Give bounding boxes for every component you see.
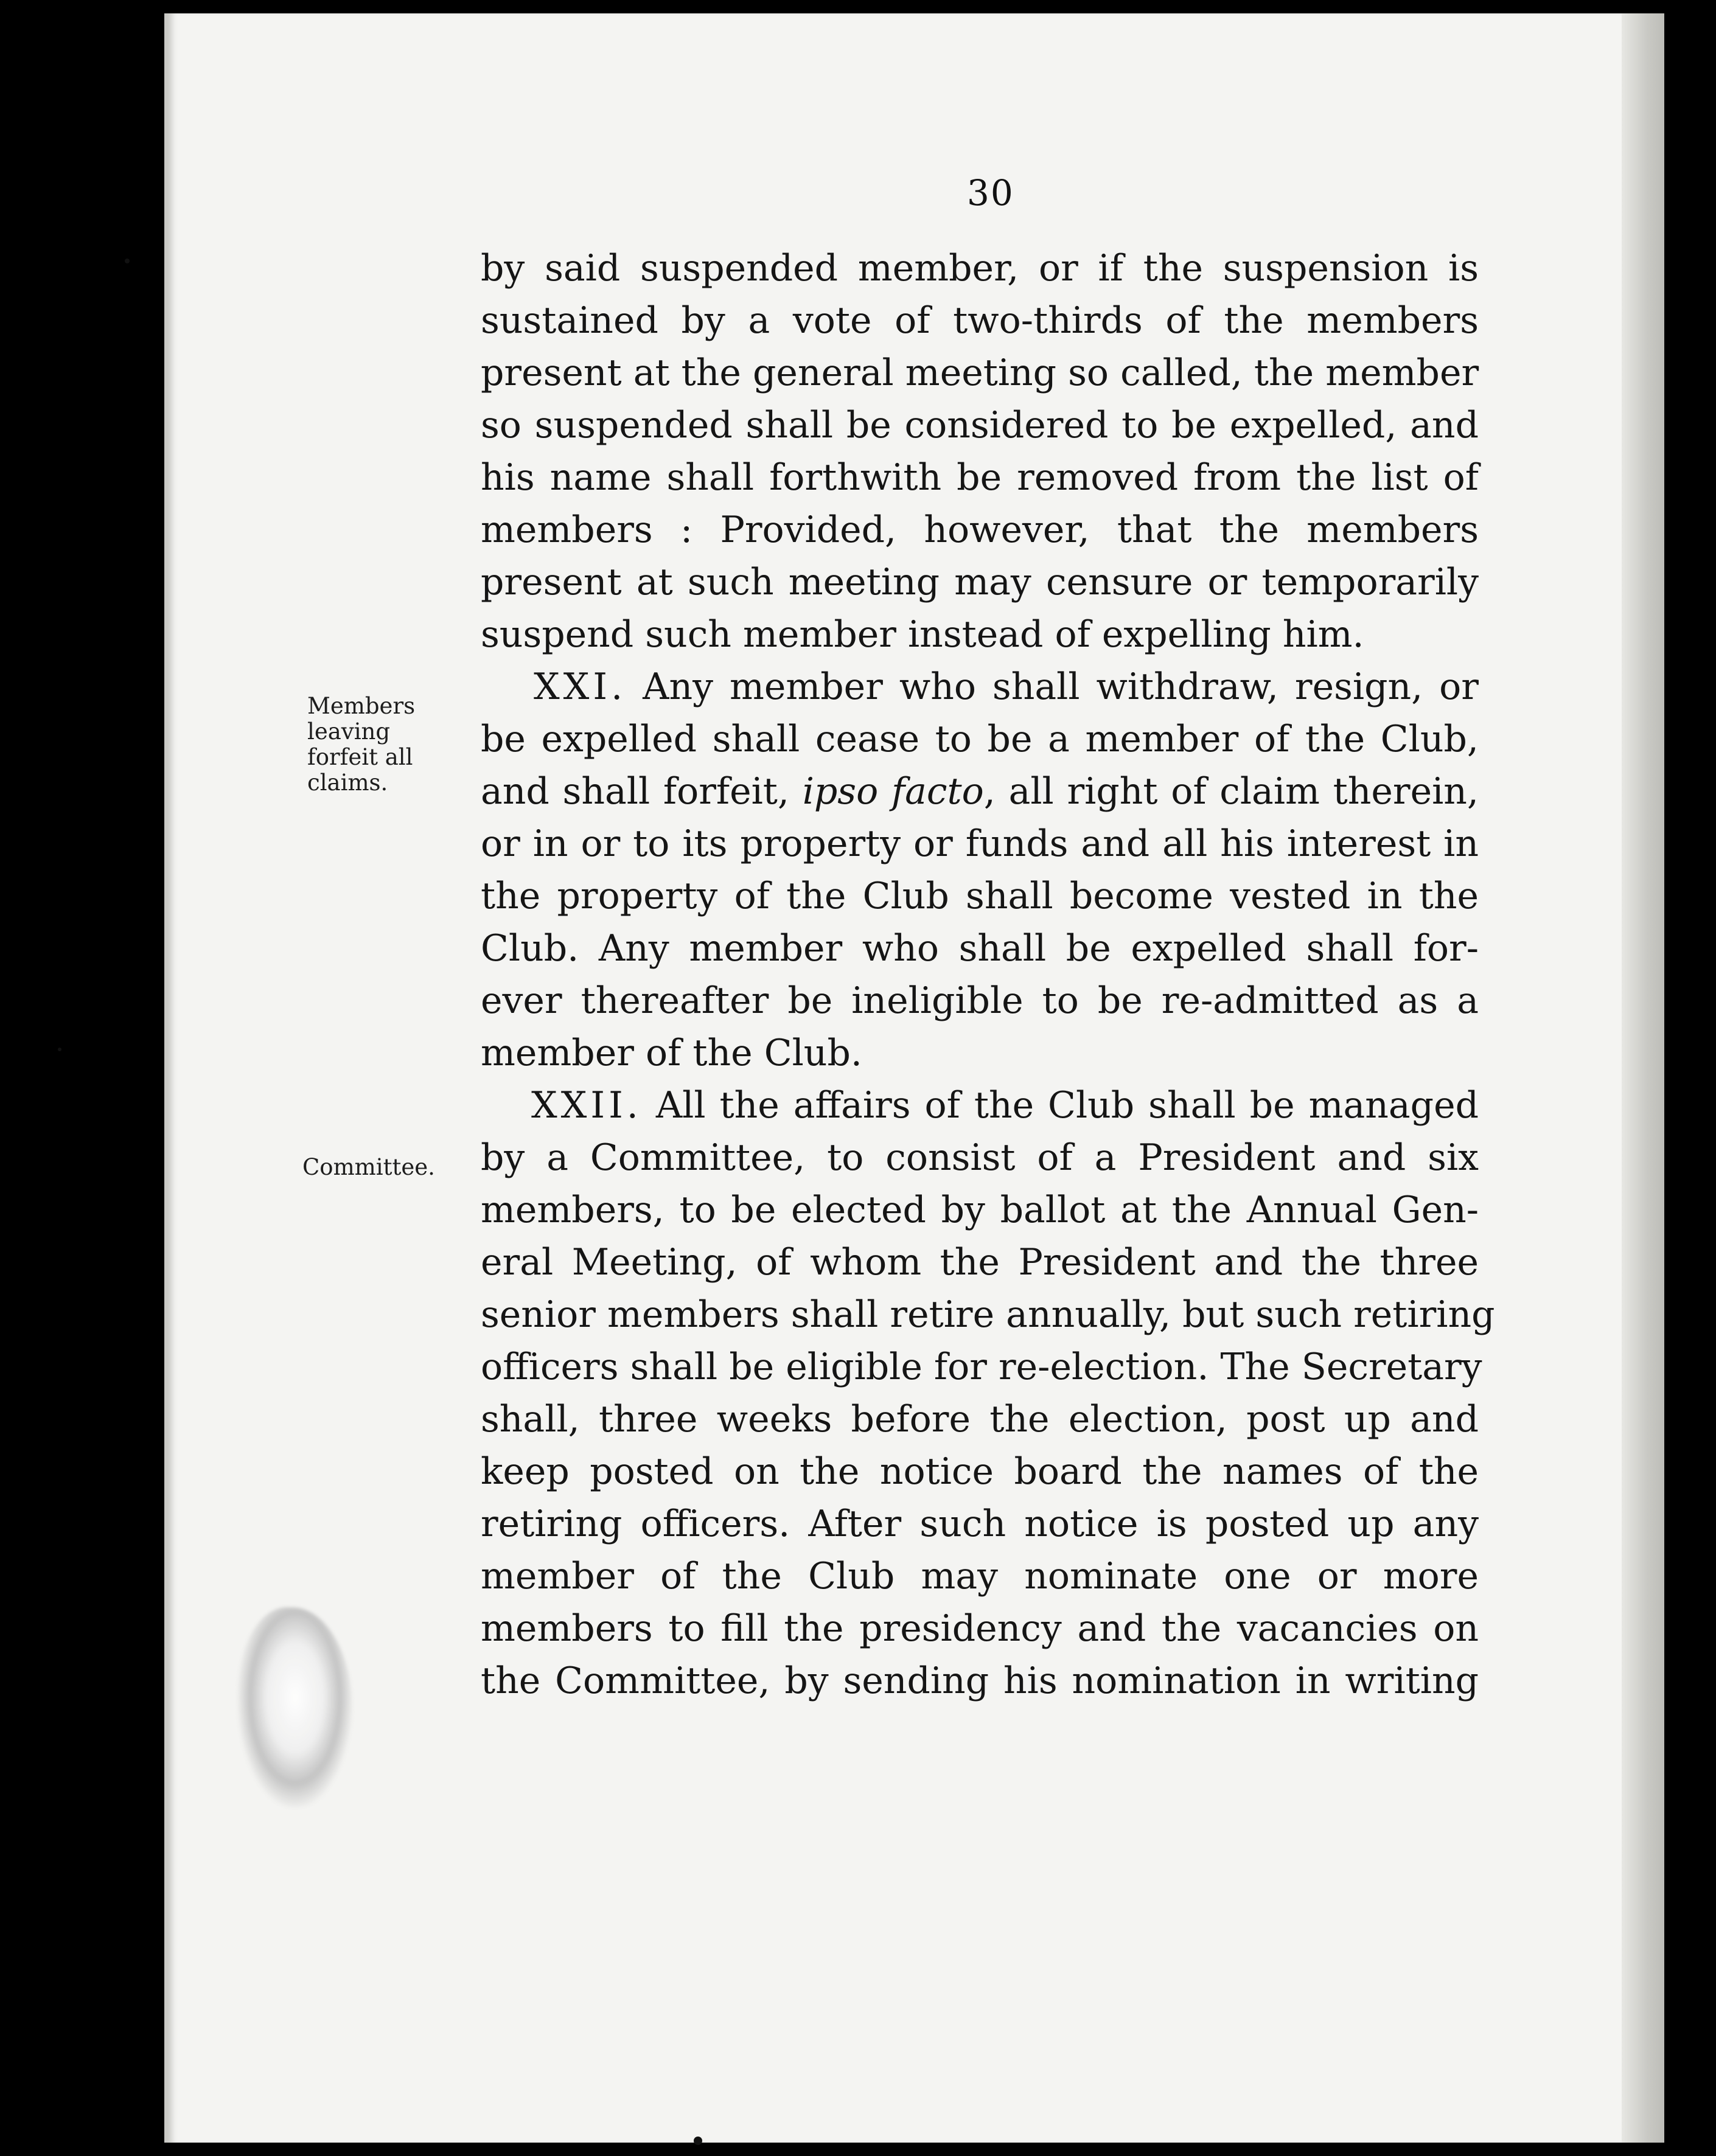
- body-text: [481, 242, 1495, 1707]
- text-line: members, to be elected by ballot at the Annual Gen-: [481, 1189, 1479, 1231]
- page-number: 30: [967, 172, 1014, 214]
- text-line: present at the general meeting so called, the member: [481, 352, 1479, 394]
- latin-phrase: ipso facto: [802, 770, 984, 813]
- text-line: retiring officers. After such notice is posted up any: [481, 1503, 1479, 1545]
- text-line: XXI. Any member who shall withdraw, resign, or: [533, 666, 1479, 708]
- paragraph-continuation: [481, 242, 1479, 661]
- text-line: member of the Club.: [481, 1032, 862, 1074]
- text-line: suspend such member instead of expelling him.: [481, 613, 1364, 656]
- page-edge-shadow: [1622, 13, 1664, 2143]
- section-numeral: XXII.: [531, 1084, 642, 1127]
- text-line: officers shall be eligible for re-election. The Secretary: [481, 1346, 1482, 1388]
- text-line: senior members shall retire annually, but such retiring: [481, 1293, 1495, 1336]
- text-line: or in or to its property or funds and all his interest in: [481, 822, 1479, 865]
- margin-note-members-leaving: Members leaving forfeit all claims.: [307, 693, 416, 796]
- text-line: members : Provided, however, that the members: [481, 509, 1479, 551]
- text-line: by a Committee, to consist of a President and six: [481, 1136, 1479, 1179]
- text-line: ever thereafter be ineligible to be re-admitted as a: [481, 979, 1479, 1022]
- text-line: his name shall forthwith be removed from the list of: [481, 456, 1479, 499]
- text-line: members to fill the presidency and the vacancies on: [481, 1607, 1479, 1650]
- text-line: present at such meeting may censure or temporarily: [481, 561, 1479, 603]
- scan-speck: [58, 1048, 61, 1051]
- paper-stain: [237, 1607, 353, 1808]
- text-line: the Committee, by sending his nomination in writing: [481, 1660, 1479, 1702]
- text-line: keep posted on the notice board the names of the: [481, 1450, 1479, 1493]
- text-line: be expelled shall cease to be a member of the Club,: [481, 718, 1479, 760]
- text-line: eral Meeting, of whom the President and the three: [481, 1241, 1479, 1284]
- margin-note-committee: Committee.: [302, 1154, 435, 1180]
- section-numeral: XXI.: [533, 666, 627, 708]
- scan-speck: [125, 259, 130, 263]
- section-xxi: [481, 661, 1479, 1079]
- scan-speck: [694, 2137, 702, 2145]
- text-line: XXII. All the affairs of the Club shall be managed: [531, 1084, 1479, 1127]
- text-line: the property of the Club shall become vested in the: [481, 875, 1479, 917]
- text-line: by said suspended member, or if the suspension is: [481, 247, 1479, 290]
- text-line: and shall forfeit, ipso facto, all right of claim therein,: [481, 770, 1479, 813]
- text-line: shall, three weeks before the election, post up and: [481, 1398, 1479, 1441]
- text-line: sustained by a vote of two-thirds of the members: [481, 299, 1479, 342]
- text-line: so suspended shall be considered to be expelled, and: [481, 404, 1479, 447]
- text-line: member of the Club may nominate one or more: [481, 1555, 1479, 1598]
- text-line: Club. Any member who shall be expelled shall for-: [481, 927, 1479, 970]
- section-xxii: [481, 1079, 1495, 1707]
